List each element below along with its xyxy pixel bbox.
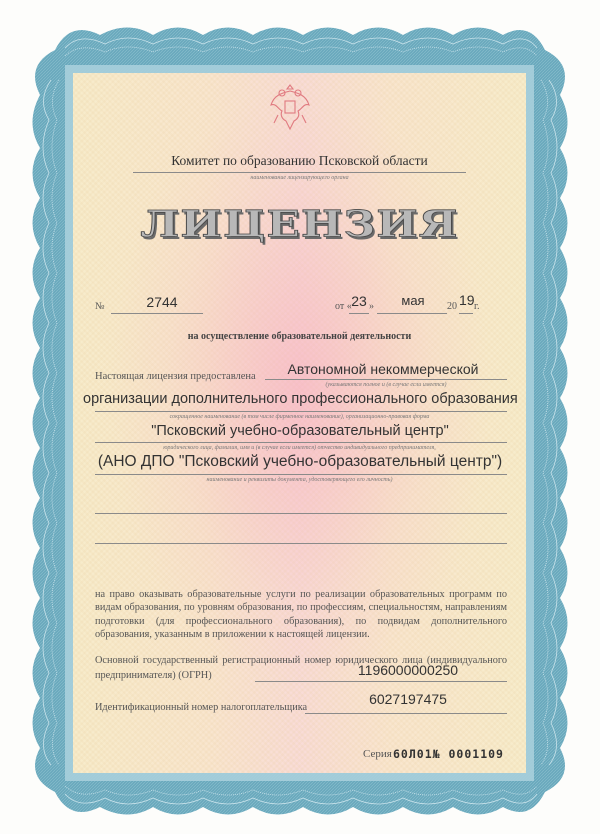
licensee-underline-4 [95, 474, 507, 475]
ogrn-label: Основной государственный регистрационный номер юридического лица (индивидуального предпринимателя) (ОГРН) [95, 655, 507, 681]
licensee-line-3: "Псковский учебно-образовательный центр" [151, 423, 449, 439]
blank-line-1 [95, 513, 507, 514]
licensee-underline-2 [95, 411, 507, 412]
blank-line-2 [95, 543, 507, 544]
authority-underline [133, 172, 466, 173]
licensee-caption-2: сокращенное наименование (в том числе фирменное наименование), организационно-правовая форма [169, 414, 430, 420]
rights-statement: на право оказывать образовательные услуги по реализации образовательных программ по видам образования, по уровням образования, по профессиям, специальностям, направлениям подготовки (для профессионального образования), по подвидам дополнительного образования, указанным в приложении к настоящей лицензии. [95, 589, 507, 640]
series-label: Серия [363, 748, 392, 760]
license-purpose: на осуществление образовательной деятельности [187, 331, 412, 342]
series-number-sign: № [432, 747, 441, 761]
date-century: 20 [447, 301, 457, 312]
authority-caption: наименование лицензирующего органа [250, 175, 349, 181]
document-body [73, 73, 526, 773]
ogrn-value: 1196000000250 [357, 662, 459, 678]
date-from-label: от « [335, 301, 352, 312]
date-month: мая [401, 293, 425, 308]
number-label: № [95, 301, 105, 312]
day-underline [349, 313, 369, 314]
date-year: 19 [459, 292, 475, 308]
ogrn-underline [255, 681, 507, 682]
inn-value: 6027197475 [369, 691, 447, 707]
series-number [393, 747, 504, 761]
russian-eagle-emblem-icon [268, 79, 312, 139]
date-close-quote: » [369, 301, 374, 312]
date-day: 23 [351, 293, 367, 309]
license-certificate [25, 20, 575, 822]
date-year-suffix: г. [474, 301, 480, 312]
granted-to-label: Настоящая лицензия предоставлена [95, 371, 256, 382]
inn-underline [305, 713, 507, 714]
licensing-authority: Комитет по образованию Псковской области [171, 153, 428, 168]
year-underline [459, 313, 473, 314]
licensee-line-1: Автономной некоммерческой [287, 361, 479, 377]
licensee-caption-1: (указываются полное и (в случае если имеется) [325, 382, 447, 388]
licensee-caption-3: юридического лица, фамилия, имя и (в случае если имеется) отчество индивидуального предпринимателя, [163, 445, 436, 451]
month-underline [377, 313, 447, 314]
inn-label: Идентификационный номер налогоплательщика [95, 702, 308, 713]
number-underline [111, 313, 203, 314]
document-title: ЛИЦЕНЗИЯ [140, 203, 459, 246]
licensee-caption-4: наименование и реквизиты документа, удостоверяющего его личность) [206, 477, 393, 483]
licensee-line-4: (АНО ДПО "Псковский учебно-образовательный центр") [97, 453, 503, 470]
licensee-underline-3 [95, 442, 507, 443]
license-number: 2744 [146, 294, 178, 310]
blank-serial-number: 0001109 [448, 747, 504, 761]
series-code: 60Л01 [393, 747, 433, 761]
licensee-line-2: организации дополнительного профессионального образования [83, 391, 518, 407]
licensee-underline-1 [265, 379, 507, 380]
